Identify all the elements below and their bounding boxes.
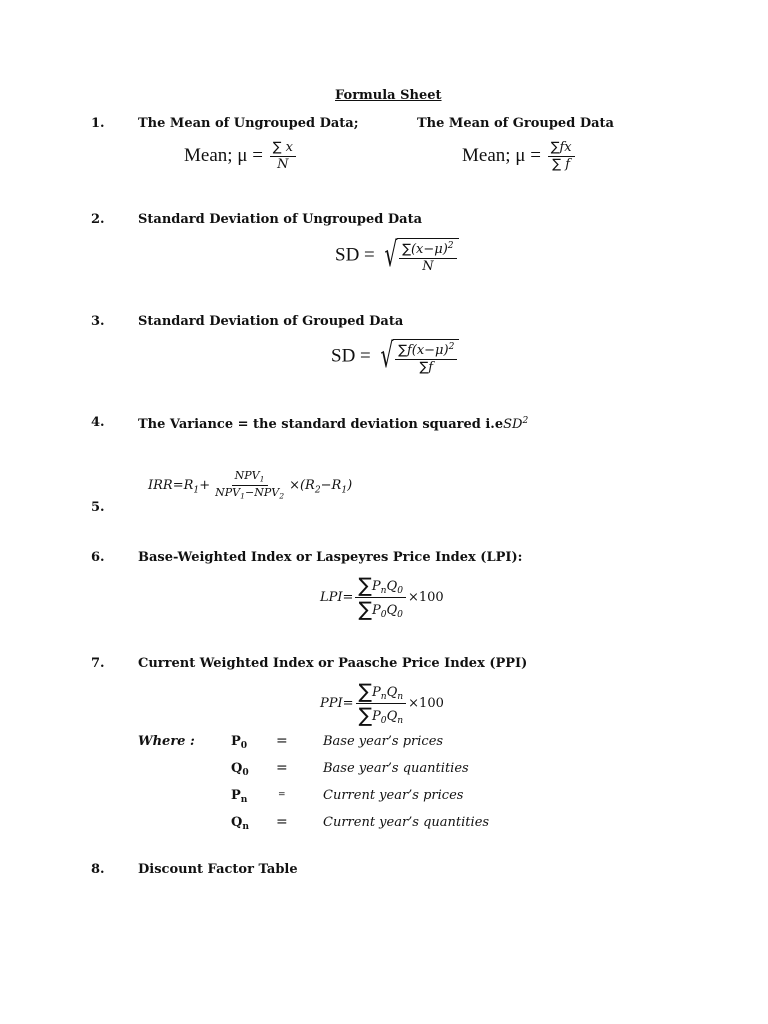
item-number-4: 4. [91, 415, 105, 430]
sd-prefix-grouped: SD = [331, 345, 371, 367]
heading-mean-ungrouped: The Mean of Ungrouped Data; [138, 116, 359, 131]
heading-ppi: Current Weighted Index or Paasche Price Index (PPI) [138, 656, 528, 671]
legend-desc-qn: Current year’s quantities [323, 815, 490, 830]
legend-eq-pn: = [278, 790, 286, 800]
item-number-1: 1. [91, 116, 105, 131]
legend-symbol-p0: $P_0$ [231, 734, 248, 752]
heading-sd-ungrouped: Standard Deviation of Ungrouped Data [138, 212, 423, 227]
page-title: Formula Sheet [335, 88, 442, 103]
legend-eq-p0: = [276, 733, 288, 749]
formula-irr: $IRR=R_1+$ $\frac{NPV_1}{NPV_1-NPV_2}$ $\times(R_2-R_1)$ [148, 469, 353, 501]
formula-sd-ungrouped: SD = √ $\frac{\sum(x-\mu)^2}{N}$ [335, 238, 459, 275]
item-number-8: 8. [91, 862, 105, 877]
formula-mean-grouped: Mean; μ = $\frac{\sum fx}{\sum f}$ [462, 141, 577, 173]
legend-desc-pn: Current year’s prices [323, 788, 464, 803]
item-number-5: 5. [91, 500, 105, 515]
legend-eq-qn: = [276, 814, 288, 830]
legend-symbol-q0: $Q_0$ [231, 761, 249, 779]
item-number-7: 7. [91, 656, 105, 671]
ppi-hundred: ×100 [408, 696, 444, 712]
heading-variance: The Variance = the standard deviation squared i.eSD$^2$ [138, 416, 529, 432]
lpi-hundred: ×100 [407, 590, 444, 606]
legend-symbol-qn: $Q_n$ [231, 815, 249, 833]
item-number-3: 3. [91, 314, 105, 329]
formula-mean-ungrouped: Mean; μ = $\frac{\sum x}{N}$ [184, 141, 298, 173]
mean-prefix-grouped: Mean; μ = [462, 145, 541, 167]
formula-lpi: LPI= $\frac{\sum P_nQ_0}{\sum P_0Q_0}$ ×100 [320, 573, 444, 622]
formula-sd-grouped: SD = √ $\frac{\sum f(x-\mu)^2}{\sum f}$ [331, 339, 459, 376]
legend-eq-q0: = [276, 760, 288, 776]
legend-desc-q0: Base year’s quantities [323, 761, 469, 776]
legend-symbol-pn: $P_n$ [231, 788, 248, 806]
heading-sd-grouped: Standard Deviation of Grouped Data [138, 314, 404, 329]
sd-prefix: SD = [335, 244, 375, 266]
item-number-6: 6. [91, 550, 105, 565]
variance-text: The Variance = the standard deviation squared i.e [138, 417, 504, 432]
heading-discount-factor: Discount Factor Table [138, 862, 298, 877]
legend-desc-p0: Base year’s prices [323, 734, 444, 749]
heading-mean-grouped: The Mean of Grouped Data [417, 116, 614, 131]
where-label: Where : [138, 734, 195, 749]
mean-prefix: Mean; μ = [184, 145, 263, 167]
formula-ppi: PPI= $\frac{\sum P_nQ_n}{\sum P_0Q_n}$ ×100 [320, 679, 444, 728]
item-number-2: 2. [91, 212, 105, 227]
heading-lpi: Base-Weighted Index or Laspeyres Price Index (LPI): [138, 550, 523, 565]
